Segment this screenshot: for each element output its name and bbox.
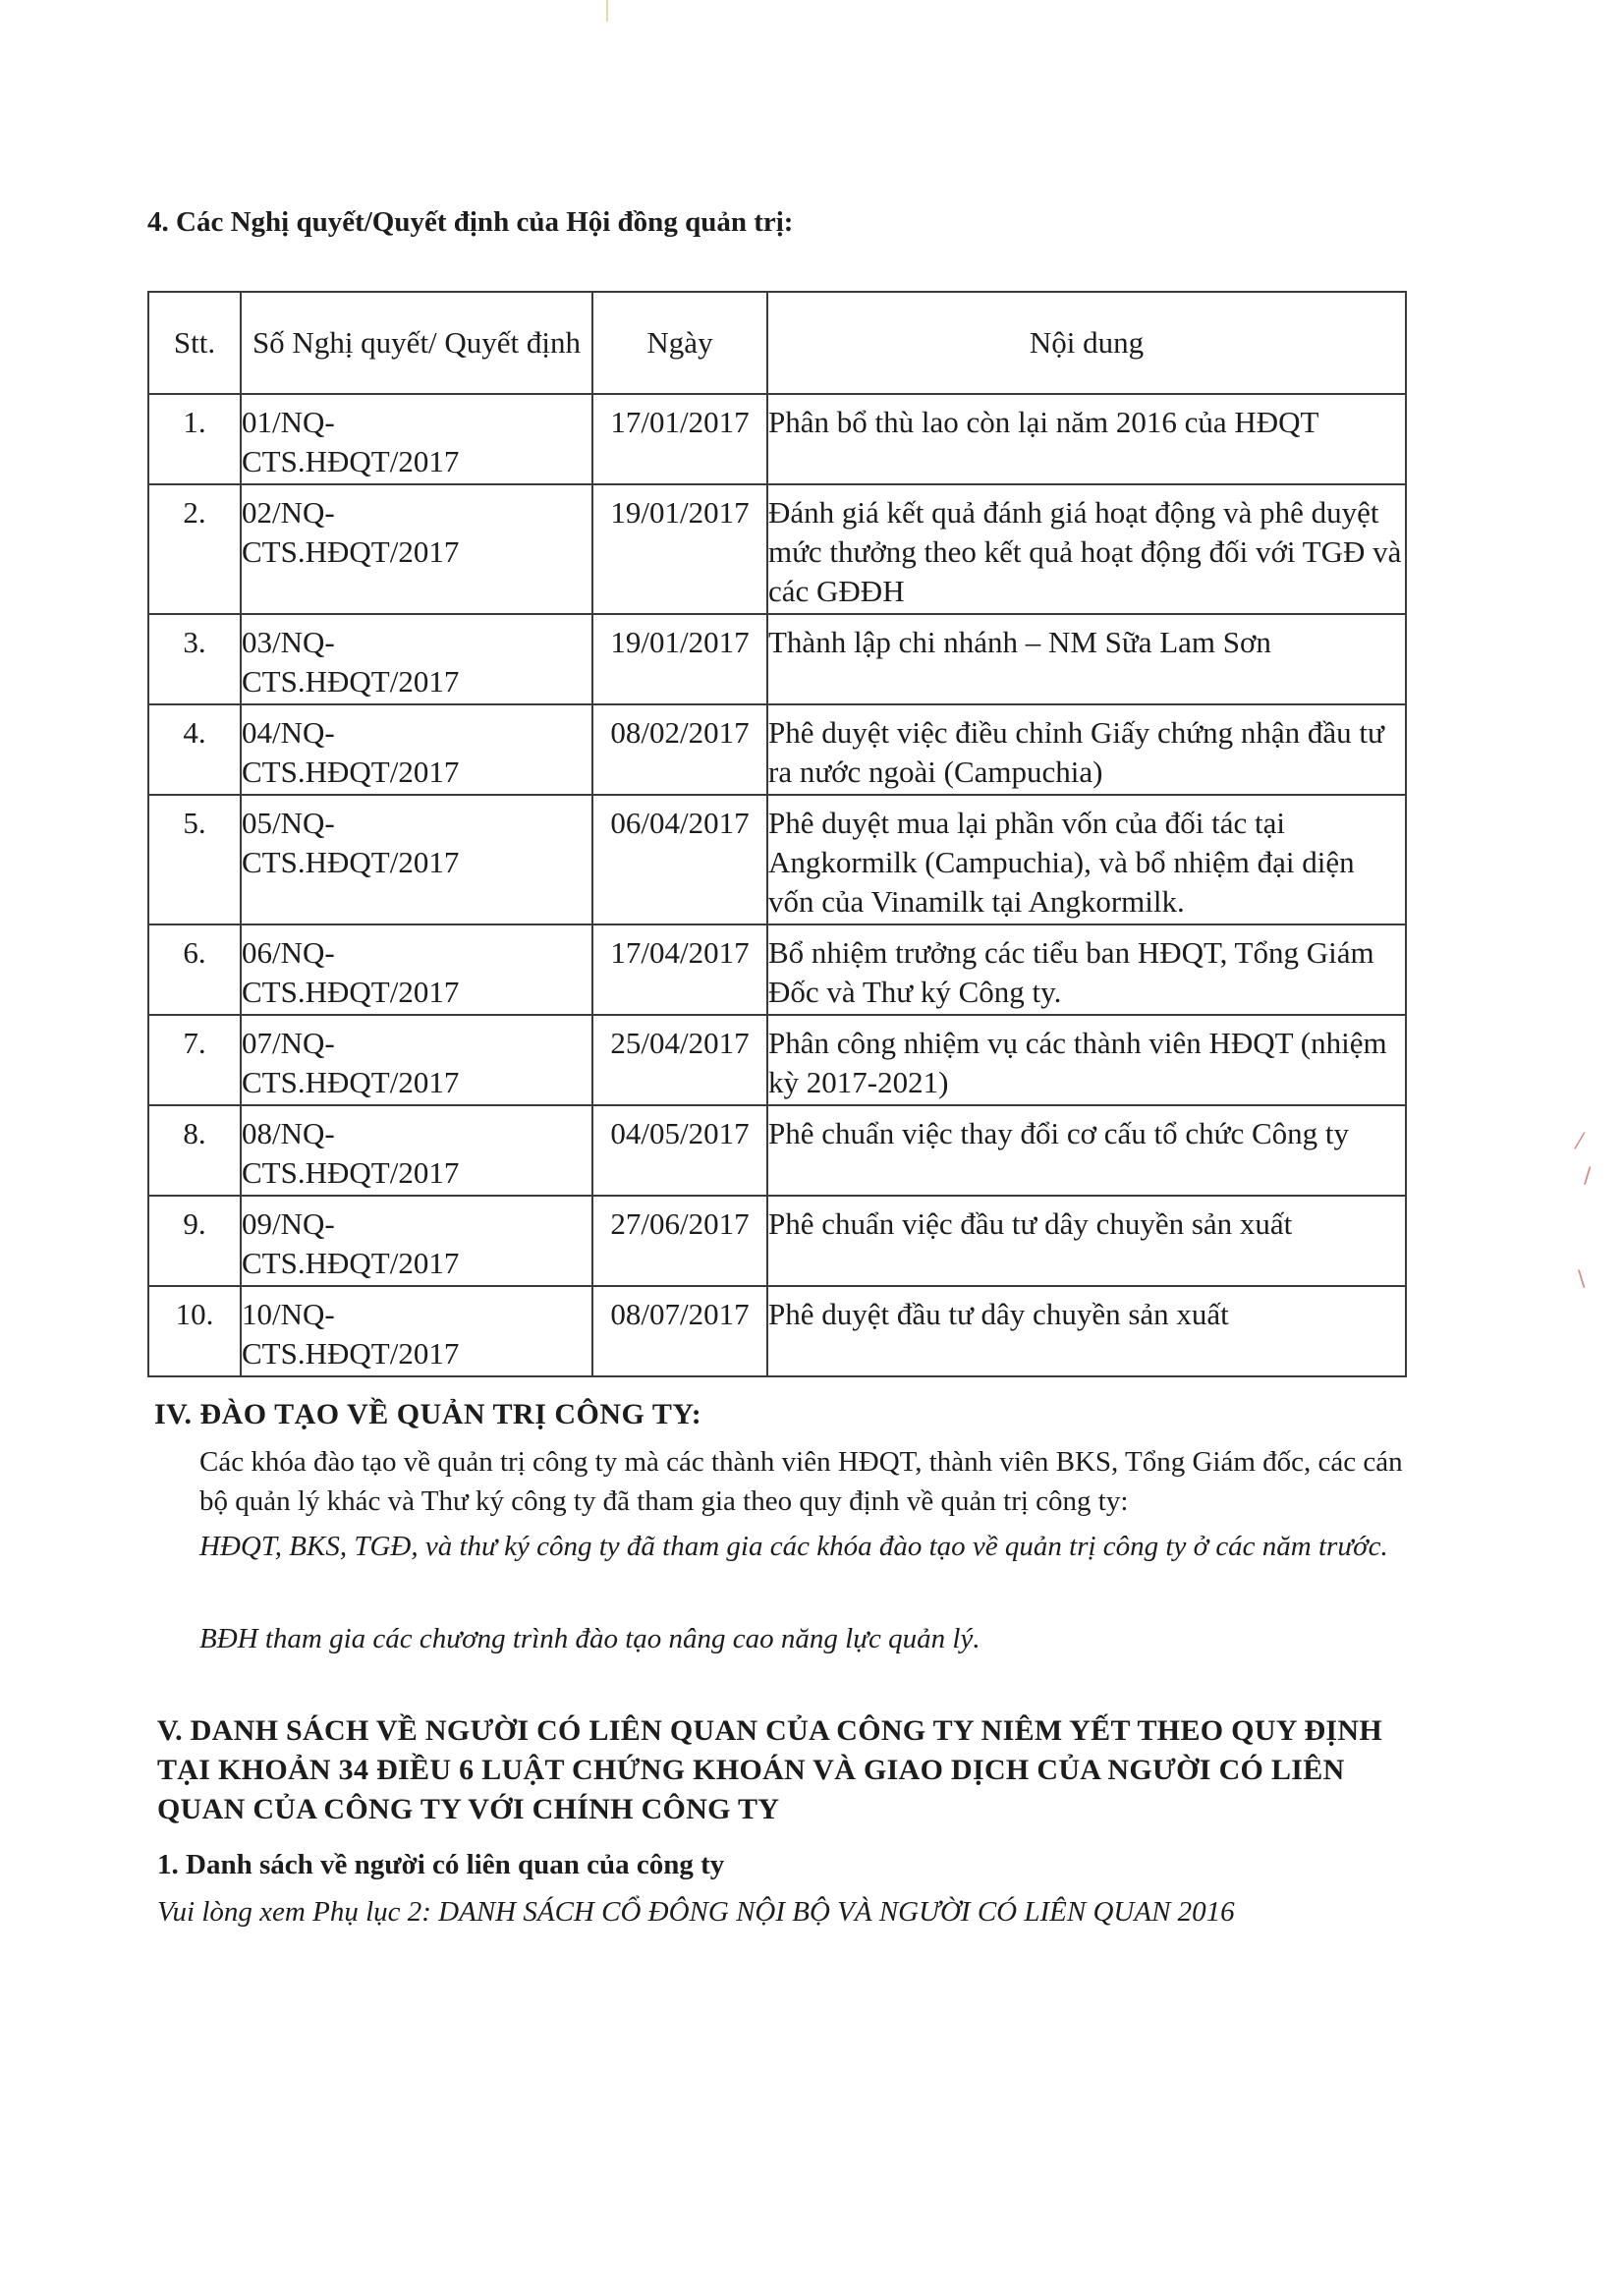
cell-number xyxy=(241,394,592,484)
header-stt: Stt. xyxy=(148,292,241,394)
section-v-title: V. DANH SÁCH VỀ NGƯỜI CÓ LIÊN QUAN CỦA CÔNG TY NIÊM YẾT THEO QUY ĐỊNH TẠI KHOẢN 34 ĐIỀU 6 LUẬT CHỨNG KHOÁN VÀ GIAO DỊCH CỦA NGƯỜI CÓ LIÊN QUAN CỦA CÔNG TY VỚI CHÍNH CÔNG TY xyxy=(157,1714,1382,1825)
cell-number-line2: CTS.HĐQT/2017 xyxy=(242,1336,460,1371)
cell-number-line2: CTS.HĐQT/2017 xyxy=(242,1065,460,1099)
table-row xyxy=(148,924,1406,1015)
table-header-row xyxy=(148,292,1406,394)
cell-number-line1: 08/NQ- xyxy=(242,1116,335,1150)
table-row xyxy=(148,1286,1406,1376)
margin-mark: ⁄ xyxy=(1578,1130,1582,1154)
cell-stt: 9. xyxy=(148,1196,241,1286)
cell-number-line2: CTS.HĐQT/2017 xyxy=(242,1246,460,1280)
cell-stt: 5. xyxy=(148,795,241,924)
cell-date: 17/01/2017 xyxy=(592,394,767,484)
cell-stt: 3. xyxy=(148,614,241,704)
cell-number xyxy=(241,1105,592,1196)
cell-number-line2: CTS.HĐQT/2017 xyxy=(242,975,460,1009)
cell-number-line1: 07/NQ- xyxy=(242,1026,335,1060)
cell-date: 08/07/2017 xyxy=(592,1286,767,1376)
section-4-title: 4. Các Nghị quyết/Quyết định của Hội đồng quản trị: xyxy=(147,206,794,238)
cell-number-line2: CTS.HĐQT/2017 xyxy=(242,755,460,789)
section-iv-paragraph-1: Các khóa đào tạo về quản trị công ty mà các thành viên HĐQT, thành viên BKS, Tổng Giám đốc, các cán bộ quản lý khác và Thư ký công ty đã tham gia theo quy định về quản trị công ty: xyxy=(199,1446,1403,1517)
margin-mark: / xyxy=(1584,1164,1592,1189)
table-row xyxy=(148,704,1406,795)
cell-date: 19/01/2017 xyxy=(592,614,767,704)
cell-number-line1: 03/NQ- xyxy=(242,625,335,659)
cell-stt: 6. xyxy=(148,924,241,1015)
cell-date: 17/04/2017 xyxy=(592,924,767,1015)
cell-content: Phê duyệt đầu tư dây chuyền sản xuất xyxy=(767,1286,1406,1376)
cell-stt: 1. xyxy=(148,394,241,484)
table-row xyxy=(148,1015,1406,1105)
table-row xyxy=(148,394,1406,484)
section-iv-paragraph-2: HĐQT, BKS, TGĐ, và thư ký công ty đã tham gia các khóa đào tạo về quản trị công ty ở các năm trước. xyxy=(199,1531,1388,1562)
section-iv-paragraph-3: BĐH tham gia các chương trình đào tạo nâng cao năng lực quản lý. xyxy=(199,1623,980,1654)
table-row xyxy=(148,795,1406,924)
cell-stt: 8. xyxy=(148,1105,241,1196)
cell-number-line2: CTS.HĐQT/2017 xyxy=(242,845,460,879)
cell-stt: 7. xyxy=(148,1015,241,1105)
cell-number-line1: 01/NQ- xyxy=(242,405,335,439)
cell-content: Đánh giá kết quả đánh giá hoạt động và phê duyệt mức thưởng theo kết quả hoạt động đối với TGĐ và các GĐĐH xyxy=(767,484,1406,614)
section-v-note: Vui lòng xem Phụ lục 2: DANH SÁCH CỔ ĐÔNG NỘI BỘ VÀ NGƯỜI CÓ LIÊN QUAN 2016 xyxy=(157,1896,1235,1928)
table-row xyxy=(148,1196,1406,1286)
cell-number xyxy=(241,484,592,614)
table-row xyxy=(148,1105,1406,1196)
cell-content: Phê chuẩn việc thay đổi cơ cấu tổ chức Công ty xyxy=(767,1105,1406,1196)
cell-content: Phân bổ thù lao còn lại năm 2016 của HĐQT xyxy=(767,394,1406,484)
cell-stt: 4. xyxy=(148,704,241,795)
cell-date: 06/04/2017 xyxy=(592,795,767,924)
cell-number-line2: CTS.HĐQT/2017 xyxy=(242,664,460,699)
cell-number xyxy=(241,1196,592,1286)
cell-content: Bổ nhiệm trưởng các tiểu ban HĐQT, Tổng Giám Đốc và Thư ký Công ty. xyxy=(767,924,1406,1015)
cell-number-line1: 10/NQ- xyxy=(242,1297,335,1331)
cell-stt: 2. xyxy=(148,484,241,614)
cell-number-line1: 09/NQ- xyxy=(242,1206,335,1241)
cell-number-line1: 04/NQ- xyxy=(242,715,335,750)
cell-number-line1: 02/NQ- xyxy=(242,495,335,530)
cell-number xyxy=(241,1286,592,1376)
cell-date: 04/05/2017 xyxy=(592,1105,767,1196)
cell-content: Phê chuẩn việc đầu tư dây chuyền sản xuất xyxy=(767,1196,1406,1286)
header-date: Ngày xyxy=(592,292,767,394)
cell-number-line1: 06/NQ- xyxy=(242,935,335,970)
cell-date: 08/02/2017 xyxy=(592,704,767,795)
cell-number xyxy=(241,924,592,1015)
cell-number xyxy=(241,704,592,795)
cell-content: Phê duyệt việc điều chỉnh Giấy chứng nhận đầu tư ra nước ngoài (Campuchia) xyxy=(767,704,1406,795)
cell-date: 25/04/2017 xyxy=(592,1015,767,1105)
margin-mark: \ xyxy=(1578,1267,1586,1292)
section-v-subtitle-1: 1. Danh sách về người có liên quan của công ty xyxy=(157,1849,725,1880)
header-number: Số Nghị quyết/ Quyết định xyxy=(241,292,592,394)
cell-number-line1: 05/NQ- xyxy=(242,806,335,840)
cell-number-line2: CTS.HĐQT/2017 xyxy=(242,444,460,478)
section-iv-title: IV. ĐÀO TẠO VỀ QUẢN TRỊ CÔNG TY: xyxy=(154,1398,702,1430)
cell-number-line2: CTS.HĐQT/2017 xyxy=(242,534,460,569)
cell-content: Thành lập chi nhánh – NM Sữa Lam Sơn xyxy=(767,614,1406,704)
cell-stt: 10. xyxy=(148,1286,241,1376)
cell-number xyxy=(241,614,592,704)
header-content: Nội dung xyxy=(767,292,1406,394)
cell-date: 19/01/2017 xyxy=(592,484,767,614)
cell-number-line2: CTS.HĐQT/2017 xyxy=(242,1155,460,1190)
cell-number xyxy=(241,1015,592,1105)
table-row xyxy=(148,614,1406,704)
cell-date: 27/06/2017 xyxy=(592,1196,767,1286)
table-row xyxy=(148,484,1406,614)
resolutions-table xyxy=(147,291,1407,1377)
cell-content: Phê duyệt mua lại phần vốn của đối tác tại Angkormilk (Campuchia), và bổ nhiệm đại diện vốn của Vinamilk tại Angkormilk. xyxy=(767,795,1406,924)
cell-content: Phân công nhiệm vụ các thành viên HĐQT (nhiệm kỳ 2017-2021) xyxy=(767,1015,1406,1105)
scan-artifact xyxy=(606,0,608,22)
cell-number xyxy=(241,795,592,924)
